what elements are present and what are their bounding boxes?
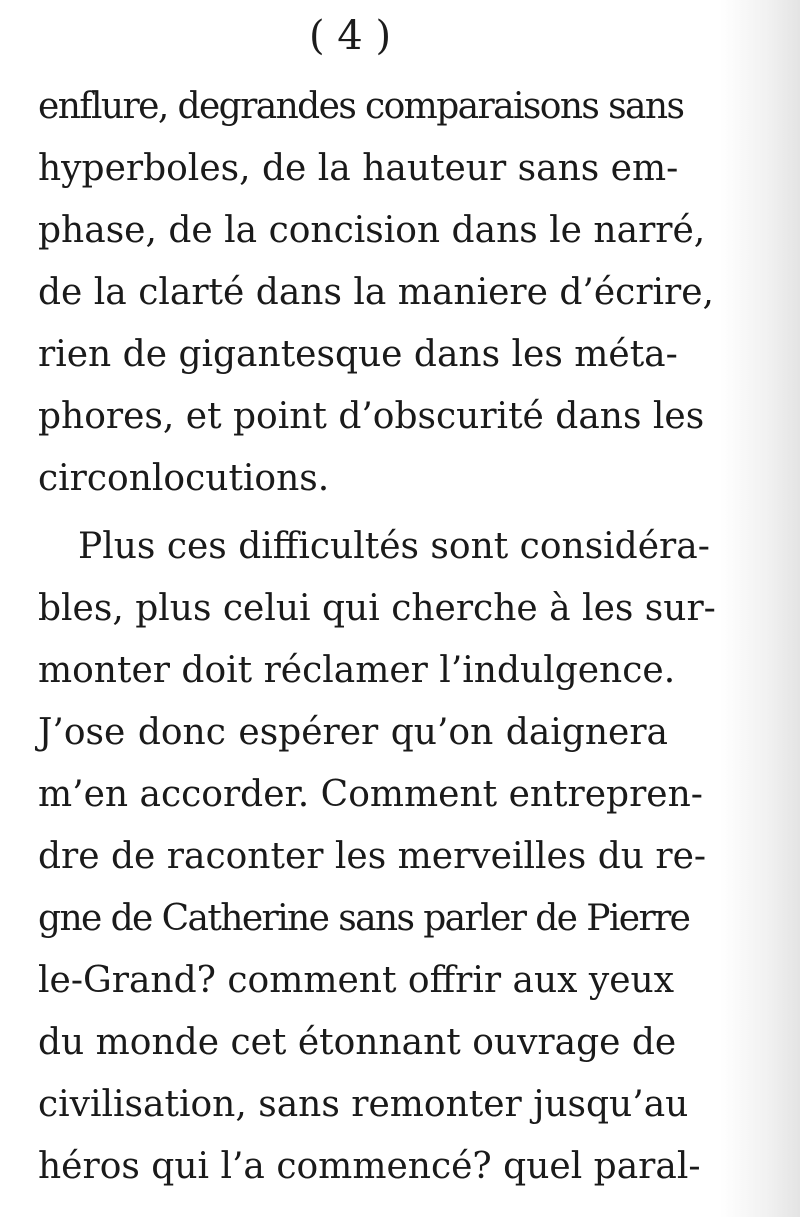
text-line: J’ose donc espérer qu’on daignera (38, 712, 668, 753)
text-line: Plus ces difficultés sont considéra- (78, 526, 710, 567)
body-text (38, 76, 716, 1198)
text-line: phase, de la concision dans le narré, (38, 210, 706, 251)
text-line: m’en accorder. Comment entrepren- (38, 774, 703, 815)
text-line: du monde cet étonnant ouvrage de (38, 1022, 677, 1063)
text-line: enflure, degrandes comparaisons sans (38, 86, 684, 127)
text-line: héros qui l’a commencé? quel paral- (38, 1146, 701, 1187)
text-line: phores, et point d’obscurité dans les (38, 396, 705, 437)
text-line: circonlocutions. (38, 458, 330, 499)
text-line: bles, plus celui qui cherche à les sur- (38, 588, 716, 629)
text-line: hyperboles, de la hauteur sans em- (38, 148, 679, 189)
text-line: le-Grand? comment offrir aux yeux (38, 960, 675, 1001)
text-line: gne de Catherine sans parler de Pierre (38, 898, 690, 939)
text-line: civilisation, sans remonter jusqu’au (38, 1084, 689, 1125)
text-line: de la clarté dans la maniere d’écrire, (38, 272, 715, 313)
text-line: dre de raconter les merveilles du re- (38, 836, 707, 877)
text-line: monter doit réclamer l’indulgence. (38, 650, 676, 691)
page-number: ( 4 ) (308, 13, 392, 59)
text-line: rien de gigantesque dans les méta- (38, 334, 678, 375)
